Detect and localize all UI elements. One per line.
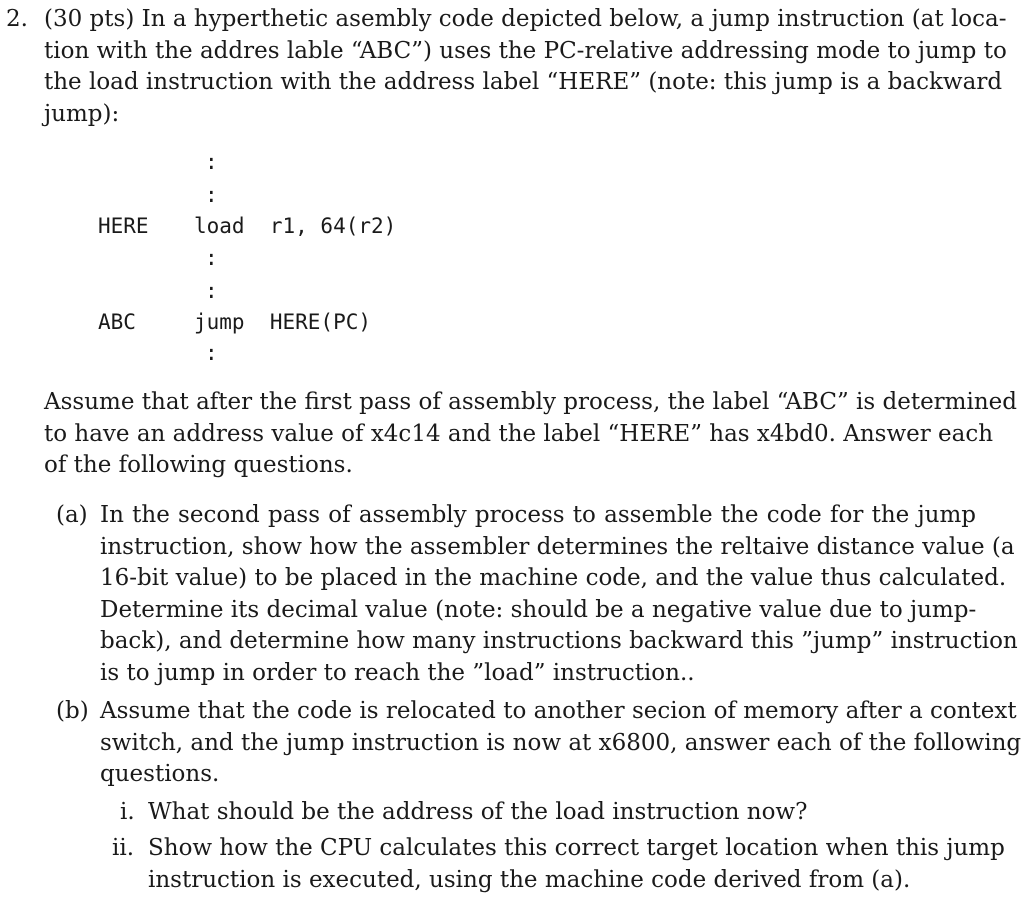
label-here: HERE	[98, 214, 149, 238]
ellipsis-dots: :	[205, 279, 218, 303]
subitem-line: What should be the address of the load instruction now?	[148, 799, 808, 825]
subitem-i-marker: i.	[120, 799, 135, 825]
part-b-line: Assume that the code is relocated to another secion of memory after a context	[100, 698, 1017, 724]
jump-instruction: jump HERE(PC)	[194, 310, 372, 334]
part-a-line: instruction, show how the assembler determines the reltaive distance value (a	[100, 533, 1015, 560]
part-b-line: switch, and the jump instruction is now at x6800, answer each of the following	[100, 729, 1022, 756]
intro-line: tion with the addres lable “ABC”) uses the PC-relative addressing mode to jump to	[44, 37, 1007, 64]
part-a-marker: (a)	[56, 502, 88, 528]
part-a-line: back), and determine how many instructions backward this ”jump” instruction	[100, 628, 1018, 654]
load-instruction: load r1, 64(r2)	[194, 214, 397, 238]
part-a-text	[100, 500, 1018, 689]
part-a-line: Determine its decimal value (note: should be a negative value due to jump-	[100, 596, 977, 623]
question-number: 2.	[6, 6, 28, 32]
intro-line: jump):	[44, 100, 120, 127]
assumption-line: to have an address value of x4c14 and the label “HERE” has x4bd0. Answer each	[44, 420, 994, 447]
ellipsis-dots: :	[205, 183, 218, 207]
subitem-ii-marker: ii.	[112, 835, 135, 861]
label-abc: ABC	[98, 310, 136, 334]
subitem-line: Show how the CPU calculates this correct target location when this jump	[148, 835, 1005, 861]
subitem-ii-text	[148, 833, 1005, 896]
intro-line: the load instruction with the address label “HERE” (note: this jump is a backward	[44, 69, 1003, 95]
assumption-paragraph	[44, 387, 1017, 482]
assumption-line: of the following questions.	[44, 452, 353, 478]
question-intro	[44, 4, 1007, 130]
intro-line: (30 pts) In a hyperthetic asembly code depicted below, a jump instruction (at loca-	[44, 6, 1007, 32]
ellipsis-dots: :	[205, 150, 218, 174]
part-b-text	[100, 696, 1022, 791]
ellipsis-dots: :	[205, 246, 218, 270]
part-b-marker: (b)	[56, 698, 89, 724]
subitem-line: instruction is executed, using the machine code derived from (a).	[148, 866, 911, 893]
part-a-line: is to jump in order to reach the ”load” instruction..	[100, 659, 695, 686]
assumption-line: Assume that after the first pass of assembly process, the label “ABC” is determined	[44, 389, 1017, 415]
part-a-line: 16-bit value) to be placed in the machine code, and the value thus calculated.	[100, 565, 1007, 591]
subitem-i-text	[148, 797, 978, 829]
part-b-line: questions.	[100, 761, 220, 787]
part-a-line: In the second pass of assembly process to assemble the code for the jump	[100, 502, 976, 528]
ellipsis-dots: :	[205, 341, 218, 365]
